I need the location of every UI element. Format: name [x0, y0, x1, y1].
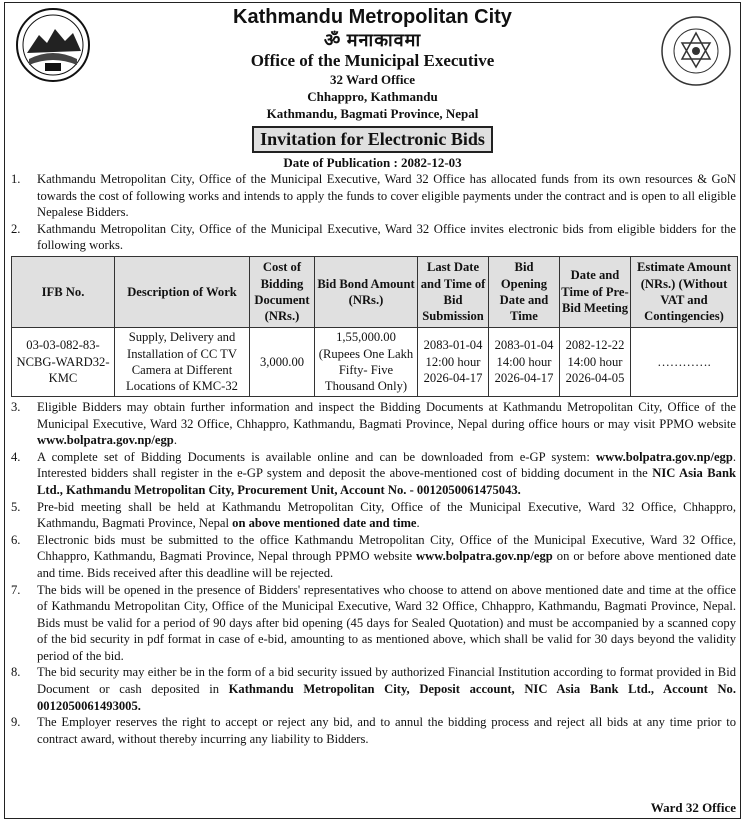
cell-estimate: …………. [631, 327, 738, 396]
col-estimate: Estimate Amount (NRs.) (Without VAT and Contingencies) [631, 256, 738, 327]
ward-seal-icon [660, 15, 732, 87]
cell-doc-cost: 3,000.00 [250, 327, 315, 396]
col-ifb-no: IFB No. [12, 256, 115, 327]
kmc-emblem-icon [15, 7, 91, 83]
list-item: 1. Kathmandu Metropolitan City, Office of the Municipal Executive, Ward 32 Office has allocated funds from its own resources & GoN towards the cost of following works and intends to apply the funds to cover eligible payments under the contract and is open to all eligible Nepalese Bidders. [11, 172, 736, 220]
col-opening: Bid Opening Date and Time [489, 256, 560, 327]
col-submission: Last Date and Time of Bid Submission [418, 256, 489, 327]
notice-page [4, 2, 741, 819]
cell-pre-bid: 2082-12-22 14:00 hour 2026-04-05 [560, 327, 631, 396]
office-name: Office of the Municipal Executive [250, 51, 495, 70]
address-line-1: Chhappro, Kathmandu [307, 89, 438, 104]
terms-list [5, 399, 740, 747]
list-item: 4. A complete set of Bidding Documents is available online and can be downloaded from e-GP system: www.bolpatra.gov.np/egp. Interested bidders shall register in the e-GP system and deposit the above-mentioned cost of bidding document in the NIC Asia Bank Ltd., Kathmandu Metropolitan City, Procurement Unit, Account No. - 0012050061475043. [11, 449, 736, 497]
ward-office: 32 Ward Office [330, 72, 415, 87]
signature-office: Ward 32 Office [650, 800, 736, 815]
works-table [11, 256, 738, 397]
table-row [12, 327, 738, 396]
list-item: 3. Eligible Bidders may obtain further information and inspect the Bidding Documents at Kathmandu Metropolitan City, Office of the Municipal Executive, Ward 32 Office, Chhappro, Kathmandu, Bagmati Province, Nepal during office hours or may visit PPMO website www.bolpatra.gov.np/egp. [11, 399, 736, 448]
list-item: 8. The bid security may either be in the form of a bid security issued by authorized Financial Institution according to format provided in Bid Document or cash deposited in Kathmandu Metropolitan City, Deposit account, NIC Asia Bank Ltd., Account No. 0012050061493005. [11, 665, 736, 713]
address-line-2: Kathmandu, Bagmati Province, Nepal [266, 106, 479, 121]
col-doc-cost: Cost of Bidding Document (NRs.) [250, 256, 315, 327]
list-item: 9. The Employer reserves the right to accept or reject any bid, and to annul the bidding process and reject all bids at any time prior to contract award, without thereby incurring any liability to Bidders. [11, 715, 736, 746]
letterhead [5, 5, 740, 171]
cell-submission: 2083-01-04 12:00 hour 2026-04-17 [418, 327, 489, 396]
col-pre-bid: Date and Time of Pre-Bid Meeting [560, 256, 631, 327]
notice-title: Invitation for Electronic Bids [252, 126, 493, 153]
city-name: Kathmandu Metropolitan City [233, 6, 512, 28]
col-description: Description of Work [115, 256, 250, 327]
intro-list [5, 171, 740, 254]
cell-ifb-no: 03-03-082-83-NCBG-WARD32-KMC [12, 327, 115, 396]
cell-opening: 2083-01-04 14:00 hour 2026-04-17 [489, 327, 560, 396]
list-item: 5. Pre-bid meeting shall be held at Kathmandu Metropolitan City, Office of the Municipal Executive, Ward 32 Office, Chhappro, Kathmandu, Bagmati Province, Nepal on above mentioned date and time. [11, 499, 736, 531]
list-item: 6. Electronic bids must be submitted to the office Kathmandu Metropolitan City, Office of the Municipal Executive, Ward 32 Office, Chhappro, Kathmandu, Bagmati Province, Nepal through PPMO website www.bolpatra.gov.np/egp on or before above mentioned date and time. Bids received after this deadline will be rejected. [11, 532, 737, 580]
list-item: 2. Kathmandu Metropolitan City, Office of the Municipal Executive, Ward 32 Office invites electronic bids from eligible bidders for the following works. [11, 221, 736, 253]
table-header-row [12, 256, 738, 327]
cell-description: Supply, Delivery and Installation of CC TV Camera at Different Locations of KMC-32 [115, 327, 250, 396]
publication-date: Date of Publication : 2082-12-03 [283, 155, 462, 170]
cell-bid-bond: 1,55,000.00 (Rupees One Lakh Fifty- Five Thousand Only) [315, 327, 418, 396]
list-item: 7. The bids will be opened in the presence of Bidders' representatives who choose to attend on above mentioned date and time at the office of Kathmandu Metropolitan City, Office of the Municipal Executive, Ward 32 Office, Chhappro, Kathmandu, Bagmati Province, Nepal. Bids must be valid for a period of 90 days after bid opening (45 days for Sealed Quotation) and must be accompanied by a scanned copy of the bid security in pdf format in case of e-bid, amounting to as mentioned above, which shall be valid for 30 days beyond the validity period of the bid. [11, 582, 736, 663]
city-name-nepali: ॐ मनाकावमा [323, 30, 422, 50]
col-bid-bond: Bid Bond Amount (NRs.) [315, 256, 418, 327]
